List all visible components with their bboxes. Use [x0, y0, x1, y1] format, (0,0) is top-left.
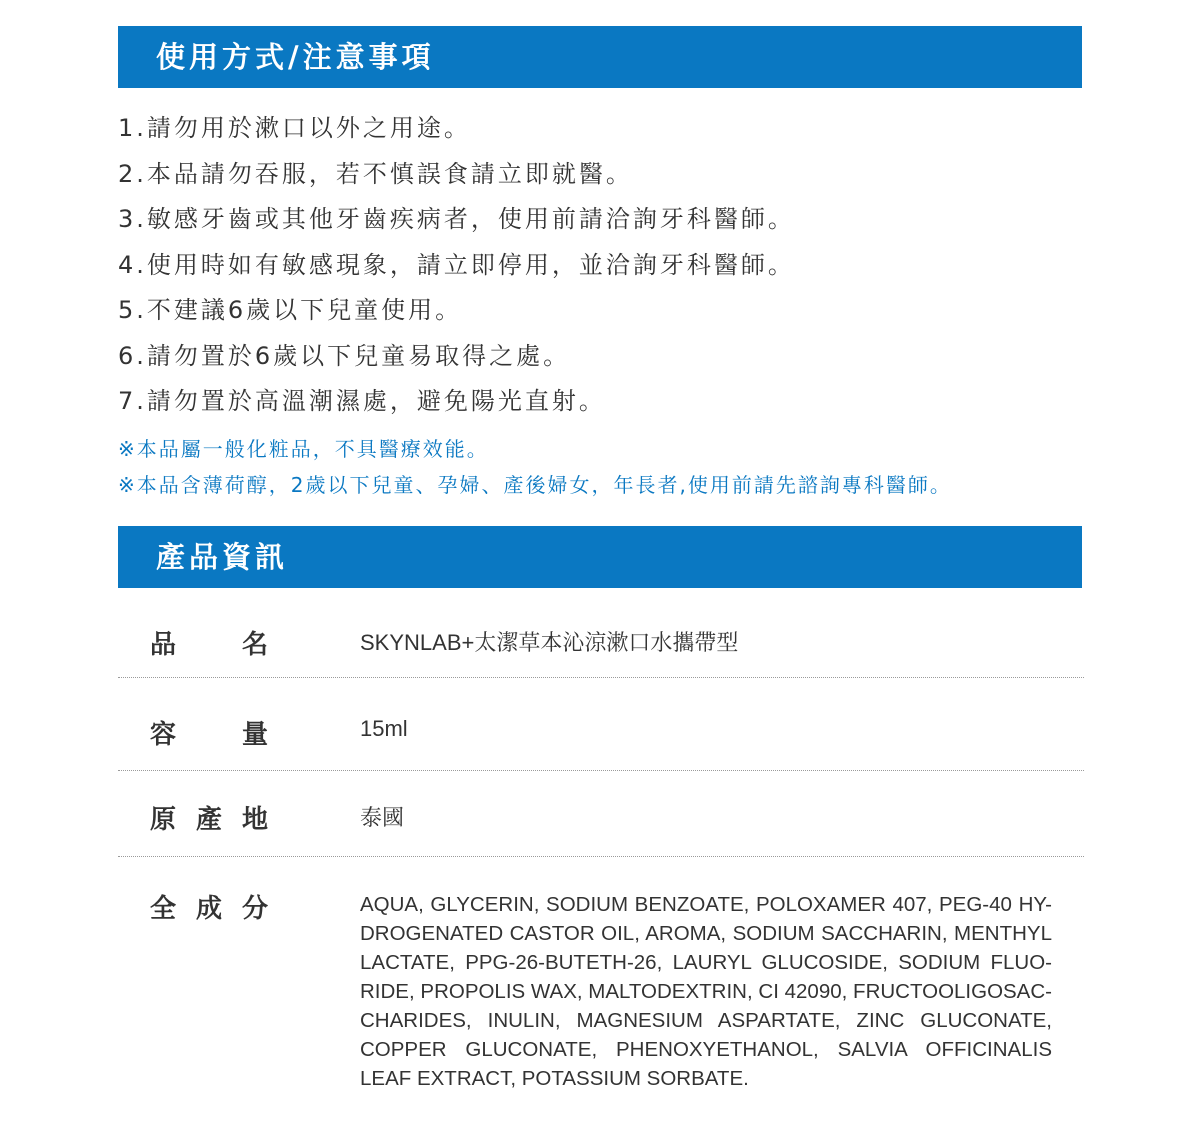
usage-item: 7.請勿置於高溫潮濕處，避免陽光直射。	[118, 387, 606, 415]
divider	[118, 770, 1084, 771]
usage-notes	[118, 431, 1118, 503]
volume-value: 15ml	[360, 716, 408, 741]
usage-item: 2.本品請勿吞服，若不慎誤食請立即就醫。	[118, 159, 633, 188]
ingredients-label: 全 成 分	[150, 894, 268, 924]
origin-label: 原 產 地	[150, 805, 268, 835]
usage-instructions-list	[118, 106, 1118, 425]
usage-section-title: 使用方式/注意事項	[156, 40, 435, 74]
usage-item: 6.請勿置於6歲以下兒童易取得之處。	[118, 341, 571, 370]
menthol-warning-note: ※本品含薄荷醇，2歲以下兒童、孕婦、產後婦女，年長者,使用前請先諮詢專科醫師。	[118, 473, 952, 497]
usage-item: 5.不建議6歲以下兒童使用。	[118, 296, 463, 324]
usage-item: 1.請勿用於漱口以外之用途。	[118, 114, 471, 142]
volume-label: 容 量	[150, 720, 268, 750]
product-name-label: 品 名	[150, 630, 268, 660]
divider	[118, 677, 1084, 678]
divider	[118, 856, 1084, 857]
usage-item: 4.使用時如有敏感現象，請立即停用，並洽詢牙科醫師。	[118, 250, 795, 279]
usage-item: 3.敏感牙齒或其他牙齒疾病者，使用前請洽詢牙科醫師。	[118, 205, 795, 233]
product-name-value: SKYNLAB+太潔草本沁涼漱口水攜帶型	[360, 630, 739, 655]
cosmetic-note: ※本品屬一般化粧品，不具醫療效能。	[118, 437, 489, 461]
ingredients-value: AQUA, GLYCERIN, SODIUM BENZOATE, POLOXAMER 407, PEG-40 HY-DROGENATED CASTOR OIL, AROMA, SODIUM SACCHARIN, MENTHYL LACTATE, PPG-26-BUTETH-26, LAURYL GLUCOSIDE, SODIUM FLUO-RIDE, PROPOLIS WAX, MALTODEXTRIN, CI 42090, FRUCTOOLIGOSAC-CHARIDES, INULIN, MAGNESIUM ASPARTATE, ZINC GLUCONATE, COPPER GLUCONATE, PHENOXYETHANOL, SALVIA OFFICINALIS LEAF EXTRACT, POTASSIUM SORBATE.	[360, 893, 1052, 1090]
product-info-section-header	[118, 526, 1082, 588]
product-info-section-title: 產品資訊	[156, 540, 289, 574]
origin-value: 泰國	[360, 805, 405, 830]
usage-section-header	[118, 26, 1082, 88]
